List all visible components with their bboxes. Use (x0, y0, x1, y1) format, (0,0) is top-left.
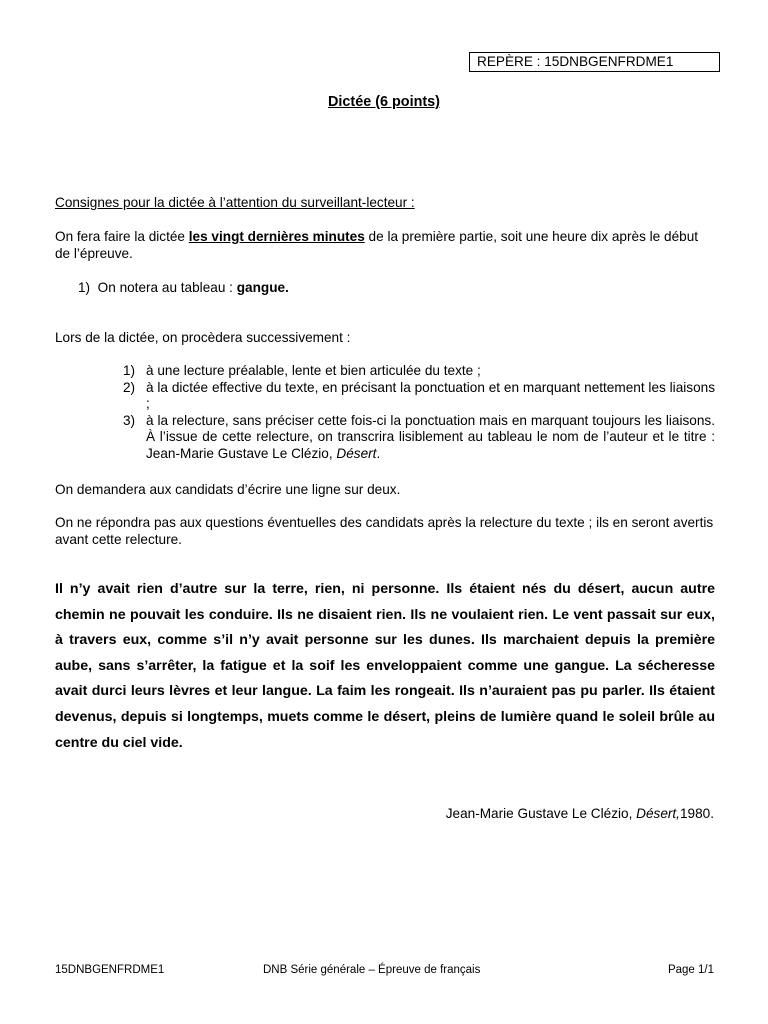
step-text: à la relecture, sans préciser cette fois-ci la ponctuation mais en marquant toujours les liaisons. À l’issue de cette relecture, on transcrira lisiblement au tableau le nom de l’auteur et le titre : Jean-Marie Gustave Le Clézio, (146, 412, 715, 461)
footer-page: Page 1/1 (667, 964, 714, 976)
procedure-intro: Lors de la dictée, on procèdera successivement : (55, 330, 351, 345)
board-note-word: gangue. (236, 280, 289, 295)
step-text-container (146, 413, 715, 463)
procedure-step (123, 380, 715, 413)
timing-before: On fera faire la dictée (55, 229, 189, 244)
timing-paragraph (55, 229, 715, 262)
attribution-work: Désert, (636, 806, 680, 821)
step-end: . (376, 445, 381, 461)
board-note-text: On notera au tableau : (97, 280, 237, 295)
board-note (78, 280, 289, 297)
step-number: 3) (123, 412, 136, 428)
step-number: 2) (123, 379, 136, 395)
step-text: à une lecture préalable, lente et bien articulée du texte ; (146, 363, 481, 378)
attribution (446, 806, 714, 823)
step-number: 1) (123, 363, 136, 378)
page-title: Dictée (6 points) (328, 94, 440, 110)
dictation-text: Il n’y avait rien d’autre sur la terre, rien, ni personne. Ils étaient nés du désert, aucun autre chemin ne pouvait les conduire. Ils ne disaient rien. Ils ne voulaient rien. Le vent passait sur eux, à travers eux, comme s’il n’y avait personne sur les dunes. Ils marchaient depuis la première aube, sans s’arrêter, la fatigue et la soif les enveloppaient comme une gangue. La sécheresse avait durci leurs lèvres et leur langue. La faim les rongeait. Ils n’auraient pas pu parler. Ils étaient devenus, depuis si longtemps, muets comme le désert, pleins de lumière quand le soleil brûle au centre du ciel vide. (55, 581, 715, 751)
footer-code: 15DNBGENFRDME1 (55, 964, 165, 976)
procedure-step (123, 413, 715, 463)
step-text: à la dictée effective du texte, en précisant la ponctuation et en marquant nettement les liaisons ; (146, 379, 715, 411)
procedure-step (123, 363, 715, 380)
line-rule: On demandera aux candidats d’écrire une ligne sur deux. (55, 482, 401, 497)
timing-after: de la première partie, soit une heure dix après le début de l’épreuve. (55, 229, 699, 261)
repere-box: REPÈRE : 15DNBGENFRDME1 (469, 52, 720, 72)
footer-exam: DNB Série générale – Épreuve de français (263, 964, 481, 976)
attribution-year: 1980. (679, 806, 714, 821)
procedure-steps (123, 363, 715, 462)
step-work-title: Désert (336, 445, 377, 461)
board-note-number: 1) (78, 280, 91, 295)
attribution-author: Jean-Marie Gustave Le Clézio, (445, 806, 637, 821)
no-questions-note: On ne répondra pas aux questions éventuelles des candidats après la relecture du texte ; ils en seront avertis avant cette relecture. (55, 515, 714, 547)
timing-emphasis: les vingt dernières minutes (188, 229, 365, 244)
instructions-heading: Consignes pour la dictée à l’attention du surveillant-lecteur : (55, 195, 415, 210)
